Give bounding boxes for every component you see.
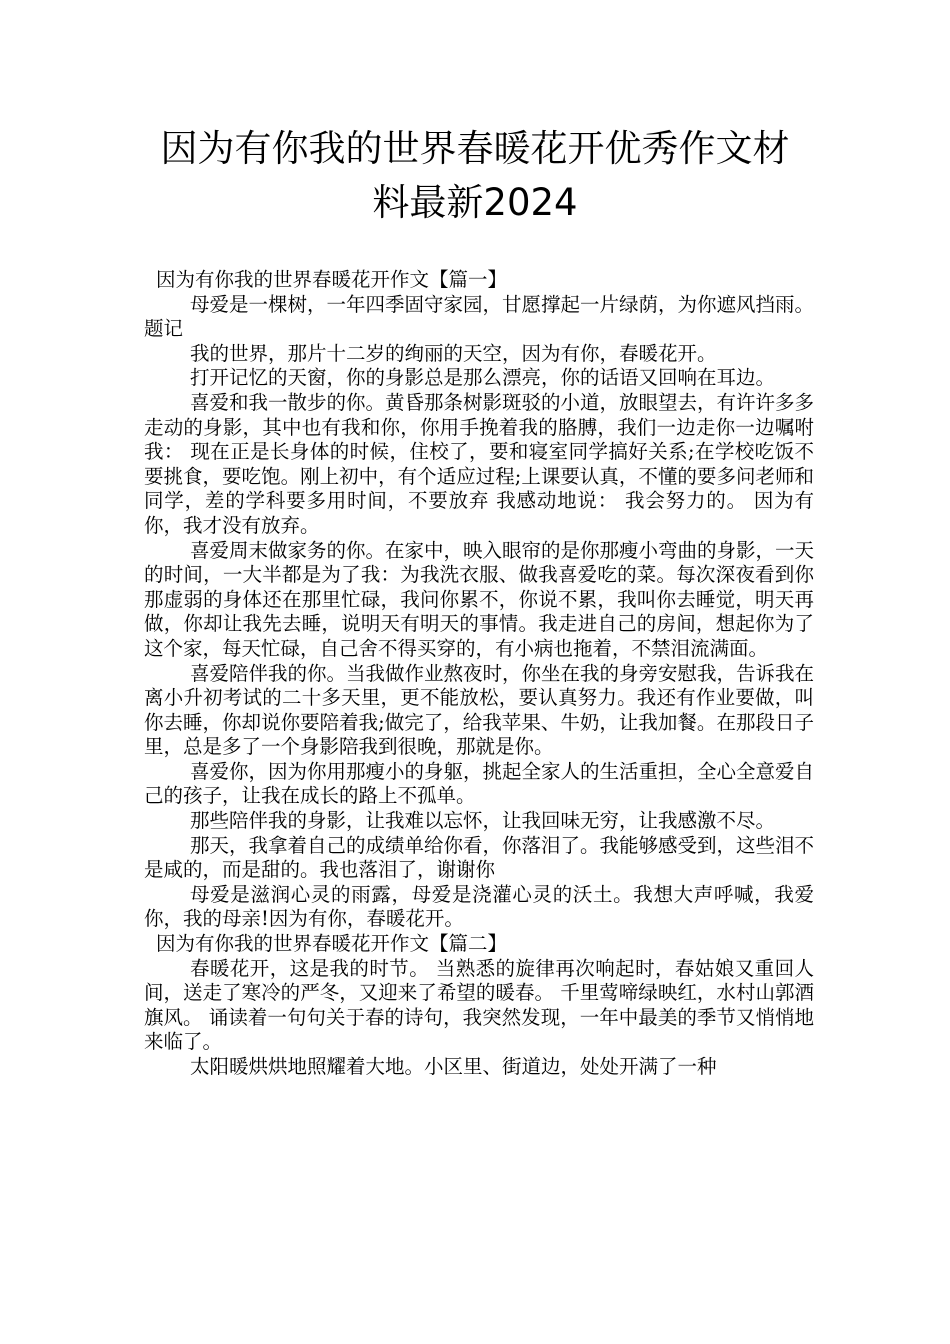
paragraph: 我的世界，那片十二岁的绚丽的天空，因为有你，春暖花开。: [190, 341, 717, 365]
title-line-2: 料最新2024: [372, 181, 578, 224]
paragraph: 太阳暖烘烘地照耀着大地。小区里、街道边，处处开满了一种: [190, 1055, 717, 1078]
document-body: [144, 268, 814, 1080]
paragraph: 那些陪伴我的身影，让我难以忘怀，让我回味无穷，让我感激不尽。: [190, 809, 776, 833]
paragraph: 母爱是滋润心灵的雨露，母爱是浇灌心灵的沃土。我想大声呼喊，我爱你，我的母亲!因为有你，春暖花开。: [144, 882, 814, 931]
paragraph: 喜爱你，因为你用那瘦小的身躯，挑起全家人的生活重担，全心全意爱自己的孩子，让我在成长的路上不孤单。: [144, 759, 815, 808]
paragraph: 喜爱周末做家务的你。在家中，映入眼帘的是你那瘦小弯曲的身影，一天的时间，一大半都是为了我：为我洗衣服、做我喜爱吃的菜。每次深夜看到你那虚弱的身体还在那里忙碌，我问你累不，你说不累，我叫你去睡觉，明天再做，你却让我先去睡，说明天有明天的事情。我走进自己的房间，想起你为了这个家，每天忙碌，自己舍不得买穿的，有小病也拖着，不禁泪流满面。: [144, 538, 815, 660]
paragraph: 春暖花开，这是我的时节。 当熟悉的旋律再次响起时，春姑娘又重回人间，送走了寒冷的严冬，又迎来了希望的暖春。 千里莺啼绿映红，水村山郭酒旗风。 诵读着一句句关于春的诗句，我突然发现，一年中最美的季节又悄悄地来临了。: [144, 956, 814, 1054]
paragraph: 那天，我拿着自己的成绩单给你看，你落泪了。我能够感受到，这些泪不是咸的，而是甜的。我也落泪了，谢谢你: [144, 833, 815, 882]
document-title: [120, 122, 830, 230]
title-line-1: 因为有你我的世界春暖花开优秀作文材: [160, 127, 790, 170]
paragraph: 喜爱和我一散步的你。黄昏那条树影斑驳的小道，放眼望去，有许许多多走动的身影，其中也有我和你，你用手挽着我的胳膊，我们一边走你一边嘱咐我： 现在正是长身体的时候，住校了，要和寝室同学搞好关系;在学校吃饭不要挑食，要吃饱。刚上初中，有个适应过程;上课要认真，不懂的要多问老师和同学，差的学科要多用时间，不要放弃 我感动地说： 我会努力的。 因为有你，我才没有放弃。: [144, 390, 815, 537]
paragraph: 打开记忆的天窗，你的身影总是那么漂亮，你的话语又回响在耳边。: [190, 366, 776, 390]
section-heading-1: 因为有你我的世界春暖花开作文【篇一】: [156, 268, 508, 291]
paragraph: 母爱是一棵树，一年四季固守家园，甘愿撑起一片绿荫，为你遮风挡雨。 题记: [144, 292, 815, 341]
paragraph: 喜爱陪伴我的你。当我做作业熬夜时，你坐在我的身旁安慰我，告诉我在离小升初考试的二十多天里，更不能放松，要认真努力。我还有作业要做，叫你去睡，你却说你要陪着我;做完了，给我苹果、牛奶，让我加餐。在那段日子里，总是多了一个身影陪我到很晚，那就是你。: [144, 661, 815, 759]
section-heading-2: 因为有你我的世界春暖花开作文【篇二】: [156, 932, 508, 956]
